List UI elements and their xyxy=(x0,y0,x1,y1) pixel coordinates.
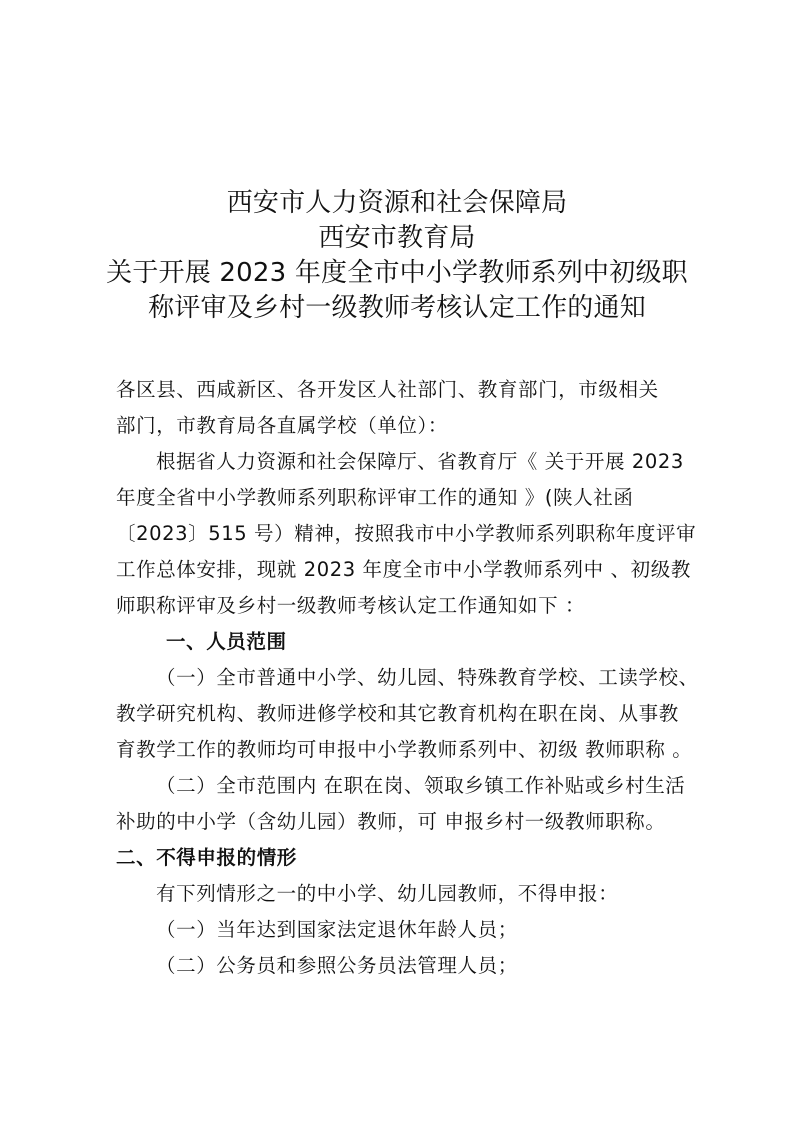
title-issuer-2: 西安市教育局 xyxy=(318,223,476,253)
title-subject-2: 称评审及乡村一级教师考核认定工作的通知 xyxy=(148,293,646,323)
title-issuer-1: 西安市人力资源和社会保障局 xyxy=(226,188,568,218)
document-title xyxy=(80,186,714,326)
paragraph-line: 〔2023〕515 号）精神，按照我市中小学教师系列职称年度评审 xyxy=(116,522,697,545)
paragraph-line: 育教学工作的教师均可申报中小学教师系列中、初级 教师职称 。 xyxy=(116,738,693,761)
document-body xyxy=(116,372,699,984)
paragraph-line: 工作总体安排，现就 2023 年度全市中小学教师系列中 、初级教 xyxy=(116,558,691,581)
paragraph-line: 有下列情形之一的中小学、幼儿园教师，不得申报： xyxy=(156,882,619,905)
list-item: （一）当年达到国家法定退休年龄人员； xyxy=(156,918,518,941)
list-item: （二）公务员和参照公务员法管理人员； xyxy=(156,954,518,977)
paragraph-line: 年度全省中小学教师系列职称评审工作的通知 》(陕人社函 xyxy=(116,486,634,509)
paragraph-line: 补助的中小学（含幼儿园）教师，可 申报乡村一级教师职称。 xyxy=(116,810,666,833)
title-subject-1: 关于开展 2023 年度全市中小学教师系列中初级职 xyxy=(106,258,688,288)
paragraph-line: （二）全市范围内 在职在岗、领取乡镇工作补贴或乡村生活 xyxy=(156,774,686,797)
section-heading-1: 一、人员范围 xyxy=(166,630,287,653)
paragraph-line: 教学研究机构、教师进修学校和其它教育机构在职在岗、从事教 xyxy=(116,702,679,725)
section-heading-2: 二、不得申报的情形 xyxy=(116,846,297,869)
paragraph-line: （一）全市普通中小学、幼儿园、特殊教育学校、工读学校、 xyxy=(156,666,699,689)
addressee-line-1: 各区县、西咸新区、各开发区人社部门、教育部门，市级相关 xyxy=(116,378,659,401)
addressee-line-2: 部门，市教育局各直属学校（单位）： xyxy=(116,414,448,437)
paragraph-line: 根据省人力资源和社会保障厅、省教育厅《 关于开展 2023 xyxy=(156,450,684,473)
paragraph-line: 师职称评审及乡村一级教师考核认定工作通知如下 ： xyxy=(116,594,586,617)
